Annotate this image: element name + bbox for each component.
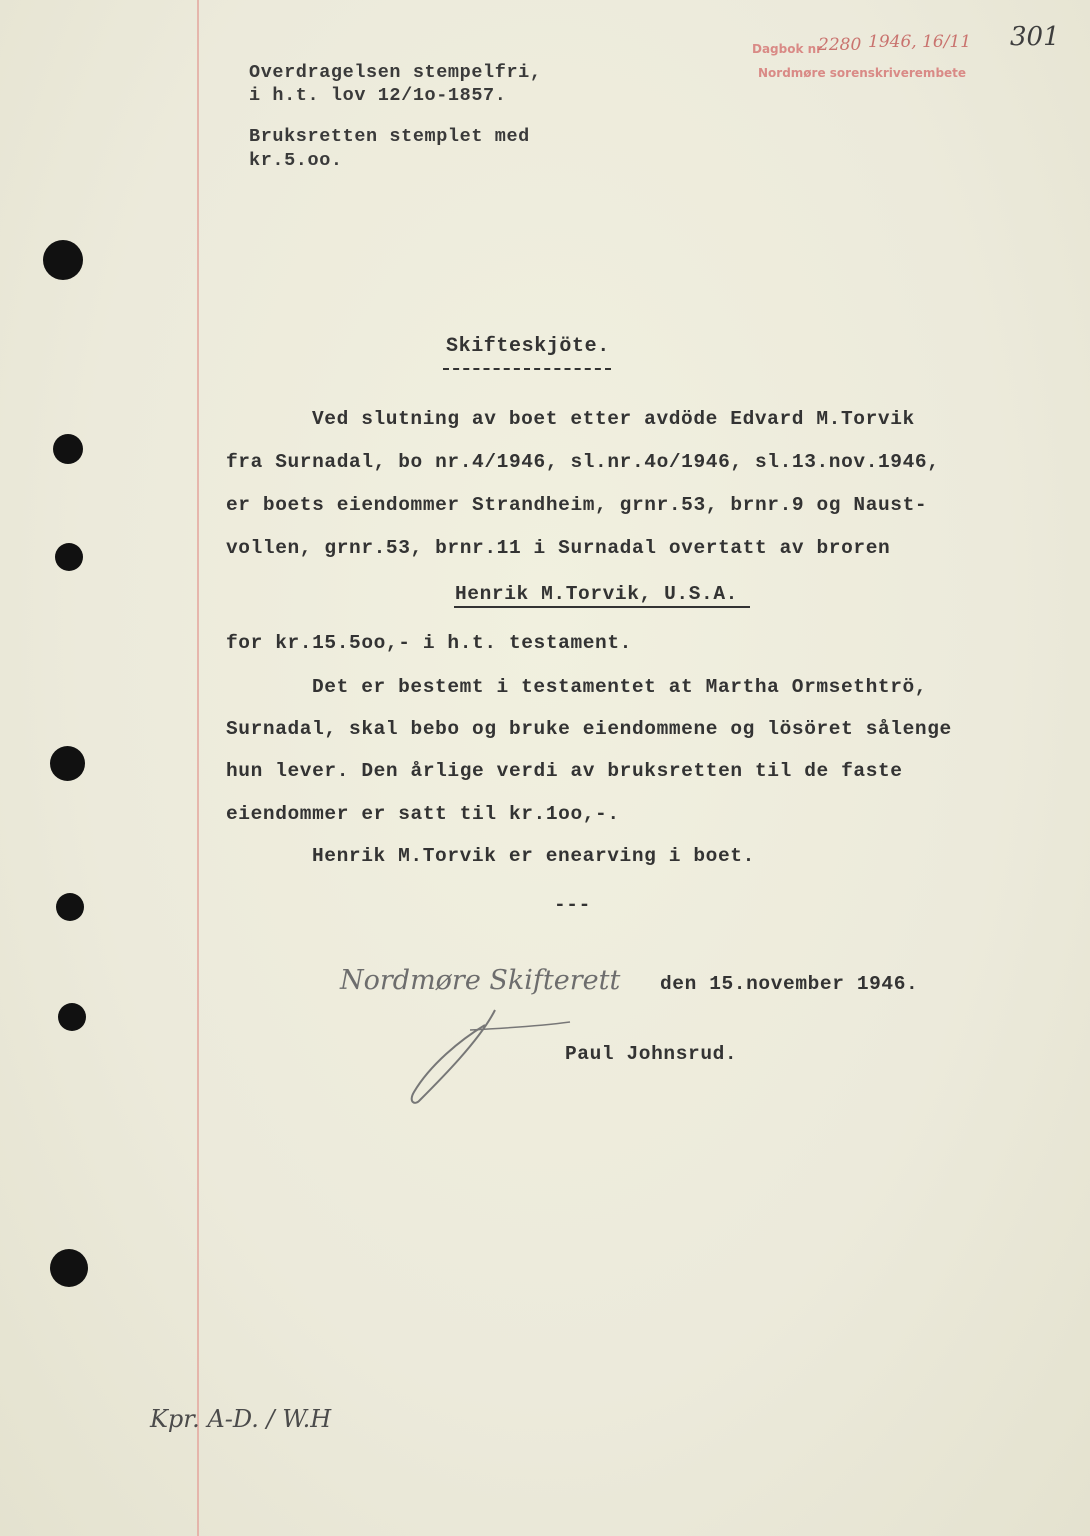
title-underline xyxy=(443,368,611,370)
registry-stamp-line2: Nordmøre sorenskriverembete xyxy=(758,66,967,80)
body-line: hun lever. Den årlige verdi av bruksretten til de faste xyxy=(226,760,903,782)
punch-hole xyxy=(43,240,83,280)
body-line: fra Surnadal, bo nr.4/1946, sl.nr.4o/1946, sl.13.nov.1946, xyxy=(226,451,940,473)
heir-name-underline xyxy=(454,606,750,608)
stamp-duty-note-line4: kr.5.oo. xyxy=(249,150,343,171)
body-line: Ved slutning av boet etter avdöde Edvard M.Torvik xyxy=(312,408,915,430)
punch-hole xyxy=(50,746,85,781)
stamp-duty-note-line1: Overdragelsen stempelfri, xyxy=(249,62,542,83)
copy-annotation: Kpr. A-D. / W.H xyxy=(150,1405,332,1433)
registry-stamp-line1: Dagbok nr xyxy=(752,42,823,56)
punch-hole xyxy=(56,893,84,921)
punch-hole xyxy=(53,434,83,464)
registry-stamp-date: 1946, 16/11 xyxy=(868,32,972,52)
body-line: eiendommer er satt til kr.1oo,-. xyxy=(226,803,620,825)
stamp-duty-note-line2: i h.t. lov 12/1o-1857. xyxy=(249,85,507,106)
folio-number: 301 xyxy=(1010,22,1060,52)
punch-hole xyxy=(50,1249,88,1287)
heir-name: Henrik M.Torvik, U.S.A. xyxy=(455,583,738,605)
body-line: Det er bestemt i testamentet at Martha Ormsethtrö, xyxy=(312,676,928,698)
registry-stamp-number: 2280 xyxy=(818,35,862,55)
court-signature: Nordmøre Skifterett xyxy=(340,965,621,996)
document-title: Skifteskjöte. xyxy=(446,335,610,358)
body-line: er boets eiendommer Strandheim, grnr.53, brnr.9 og Naust- xyxy=(226,494,928,516)
body-line: for kr.15.5oo,- i h.t. testament. xyxy=(226,632,632,654)
body-line: Henrik M.Torvik er enearving i boet. xyxy=(312,845,755,867)
margin-rule xyxy=(197,0,199,1536)
punch-hole xyxy=(58,1003,86,1031)
signature-flourish xyxy=(400,1000,580,1110)
signer-name: Paul Johnsrud. xyxy=(565,1043,738,1065)
closing-date: den 15.november 1946. xyxy=(660,973,919,995)
punch-hole xyxy=(55,543,83,571)
body-line: Surnadal, skal bebo og bruke eiendommene og lösöret sålenge xyxy=(226,718,952,740)
body-line: vollen, grnr.53, brnr.11 i Surnadal overtatt av broren xyxy=(226,537,891,559)
section-separator: --- xyxy=(554,894,591,916)
stamp-duty-note-line3: Bruksretten stemplet med xyxy=(249,126,530,147)
